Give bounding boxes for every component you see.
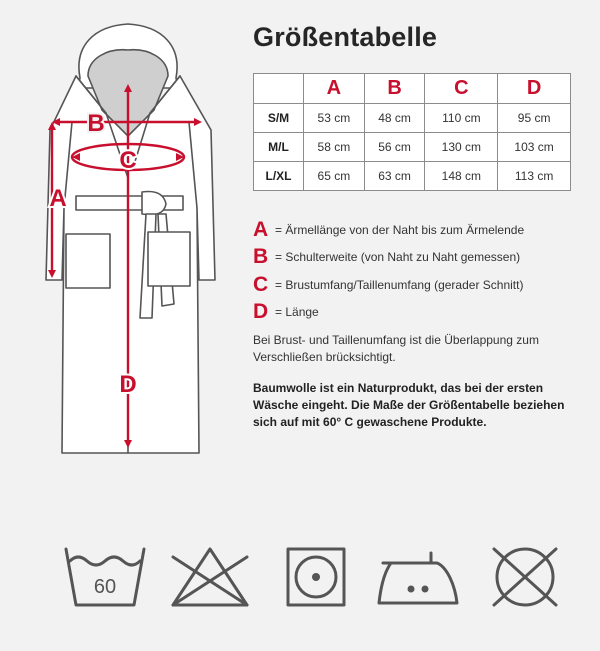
tumble-dry-icon — [270, 545, 360, 610]
table-cell: 148 cm — [425, 162, 498, 191]
table-cell: 65 cm — [304, 162, 365, 191]
shrinkage-note: Baumwolle ist ein Naturprodukt, das bei der ersten Wäsche eingeht. Die Maße der Größentabelle beziehen sich auf mit 60° C gewaschene Produkte. — [253, 381, 565, 429]
size-cell: S/M — [254, 104, 304, 133]
label-b: B — [87, 110, 105, 137]
right-pocket — [148, 232, 190, 286]
label-c: C — [119, 147, 137, 174]
table-cell: 95 cm — [498, 104, 571, 133]
wash-60-icon — [60, 545, 150, 610]
table-header-cell: B — [364, 74, 425, 104]
label-d: D — [119, 371, 137, 398]
table-cell: 56 cm — [364, 133, 425, 162]
legend-text: = Länge — [275, 305, 319, 320]
table-cell: 113 cm — [498, 162, 571, 191]
no-dry-clean-icon — [480, 545, 570, 610]
table-cell: 53 cm — [304, 104, 365, 133]
table-cell: 63 cm — [364, 162, 425, 191]
table-header-cell — [254, 74, 304, 104]
legend-text: = Brustumfang/Taillenumfang (gerader Schnitt) — [275, 277, 524, 292]
label-a: A — [49, 185, 67, 212]
legend-letter: D — [253, 300, 269, 324]
table-cell: 58 cm — [304, 133, 365, 162]
legend-letter: A — [253, 217, 269, 241]
table-cell: 48 cm — [364, 104, 425, 133]
overlap-note: Bei Brust- und Taillenumfang ist die Überlappung zum Verschließen brücksichtigt. — [253, 333, 539, 364]
legend-text: = Schulterweite (von Naht zu Naht gemessen) — [275, 250, 521, 265]
table-cell: 103 cm — [498, 133, 571, 162]
wash-temperature: 60 — [93, 576, 117, 598]
table-row — [254, 162, 571, 191]
size-cell: L/XL — [254, 162, 304, 191]
table-header-cell: D — [498, 74, 571, 104]
care-symbols — [60, 545, 570, 610]
bathrobe-diagram — [28, 18, 248, 458]
table-row — [254, 133, 571, 162]
table-header-cell: C — [425, 74, 498, 104]
size-cell: M/L — [254, 133, 304, 162]
legend-item — [253, 271, 524, 299]
belt — [76, 196, 183, 210]
size-table — [253, 73, 571, 191]
measurement-legend — [253, 216, 524, 326]
iron-two-dots-icon — [375, 545, 465, 610]
page-title: Größentabelle — [253, 22, 438, 52]
legend-letter: B — [253, 245, 269, 269]
legend-item — [253, 299, 524, 327]
table-cell: 130 cm — [425, 133, 498, 162]
legend-text: = Ärmellänge von der Naht bis zum Ärmelende — [275, 222, 525, 237]
left-pocket — [66, 234, 110, 288]
legend-letter: C — [253, 272, 269, 296]
legend-item — [253, 244, 524, 272]
table-row — [254, 104, 571, 133]
table-header-cell: A — [304, 74, 365, 104]
legend-item — [253, 216, 524, 244]
table-header-row — [254, 74, 571, 104]
table-cell: 110 cm — [425, 104, 498, 133]
no-bleach-icon — [165, 545, 255, 610]
